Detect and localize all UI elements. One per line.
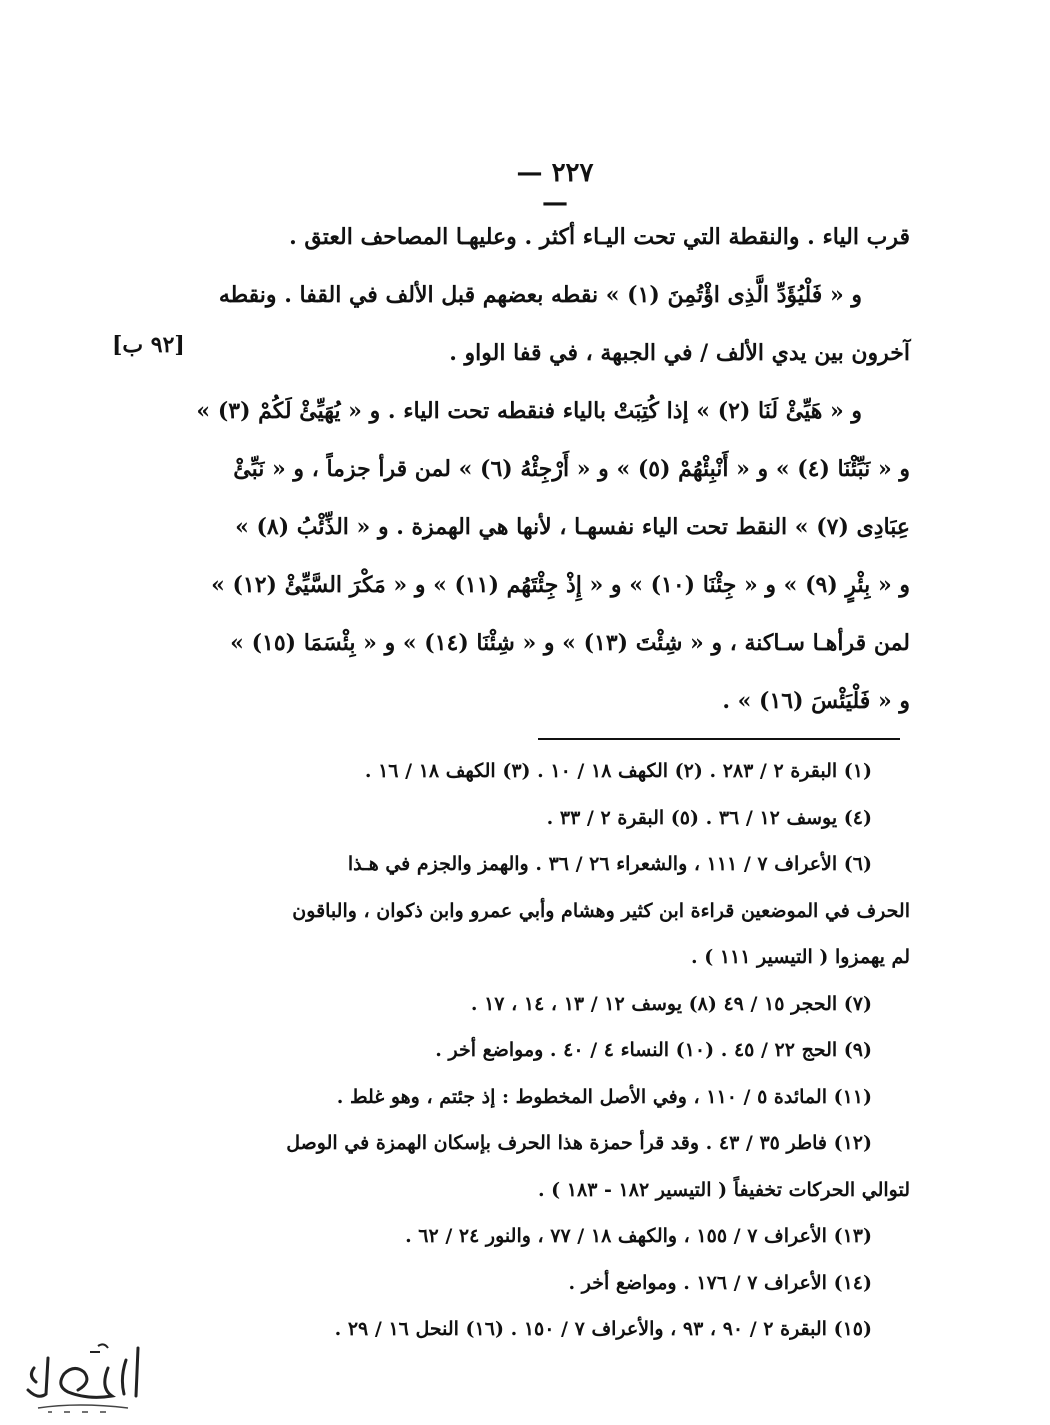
text-line: لمن قرأهـا سـاكنة ، و « شِئْتَ (١٣) » و « شِئْنَا (١٤) » و « بِئْسَمَا (١٥) » [230,630,910,656]
main-text [196,208,910,730]
footnote-line: الحرف في الموضعين قراءة ابن كثير وهشام وأبي عمرو وابن ذكوان ، والباقون [292,899,910,922]
text-line: و « فَلْيَئْسَ (١٦) » . [722,688,910,714]
page-number: — ٢٢٧ — [516,158,594,218]
footnote-line: (٩) الحج ٢٢ / ٤٥ . (١٠) النساء ٤ / ٤٠ . ومواضع أخر . [435,1039,872,1061]
text-line: و « بِئْرٍ (٩) » و « جِئْنَا (١٠) » و « إِذْ جِئْتَهُم (١١) » و « مَكْرَ السَّيِّئْ (١٢) » [211,572,910,598]
text-line: عِبَادِى (٧) » النقط تحت الياء نفسهـا ، لأنها هي الهمزة . و « الذِّئْبُ (٨) » [235,514,910,540]
footnote-divider [538,738,900,740]
margin-folio-reference: [٩٢ ب] [112,332,185,358]
footnote-line: لتوالي الحركات تخفيفاً ( التيسير ١٨٢ - ١٨٣ ) . [537,1178,910,1201]
footnote-line: (١١) المائدة ٥ / ١١٠ ، وفي الأصل المخطوط : إذ جئتم ، وهو غلط . [336,1085,872,1108]
text-line: قرب الياء . والنقطة التي تحت اليـاء أكثر . وعليهـا المصاحف العتق . [289,224,910,250]
footnote-line: (٦) الأعراف ٧ / ١١١ ، والشعراء ٢٦ / ٣٦ . والهمز والجزم في هـذا [347,853,872,875]
text-line: آخرون بين يدي الألف / في الجبهة ، في قفا الواو . [449,340,910,366]
footnote-line: لم يهمزوا ( التيسير ١١١ ) . [690,946,910,968]
text-line: و « نَبِّئْنَا (٤) » و « أَنْبِئْهُمْ (٥) » و « أَرْجِئْهُ (٦) » لمن قرأ جزماً ، و « نَبِّئْ [233,456,910,482]
text-line: و « فَلْيُؤَدِّ الَّذِى اؤْتُمِنَ (١) » نقطه بعضهم قبل الألف في القفا . ونقطه [218,282,862,308]
footnote-line: (١٥) البقرة ٢ / ٩٠ ، ٩٣ ، والأعراف ٧ / ١٥٠ . (١٦) النحل ١٦ / ٢٩ . [334,1318,872,1340]
footnote-line: (٤) يوسف ١٢ / ٣٦ . (٥) البقرة ٢ / ٣٣ . [546,806,872,829]
footnotes [200,748,910,1353]
footnote-line: (٧) الحجر ١٥ / ٤٩ (٨) يوسف ١٢ / ١٣ ، ١٤ ، ١٧ . [470,992,872,1015]
footnote-line: (١٢) فاطر ٣٥ / ٤٣ . وقد قرأ حمزة هذا الحرف بإسكان الهمزة في الوصل [286,1132,872,1154]
text-line: و « هَيِّئْ لَنَا (٢) » إذا كُتِبَتْ بالياء فنقطه تحت الياء . و « يُهَيِّئْ لَكُمْ (٣) » [196,398,862,424]
footnote-line: (١) البقرة ٢ / ٢٨٣ . (٢) الكهف ١٨ / ١٠ . (٣) الكهف ١٨ / ١٦ . [364,760,872,782]
footnote-line: (١٣) الأعراف ٧ / ١٥٥ ، والكهف ١٨ / ٧٧ ، والنور ٢٤ / ٦٢ . [405,1225,872,1247]
footnote-line: (١٤) الأعراف ٧ / ١٧٦ . ومواضع أخر . [568,1271,872,1294]
calligraphic-stamp-logo [8,1338,158,1418]
